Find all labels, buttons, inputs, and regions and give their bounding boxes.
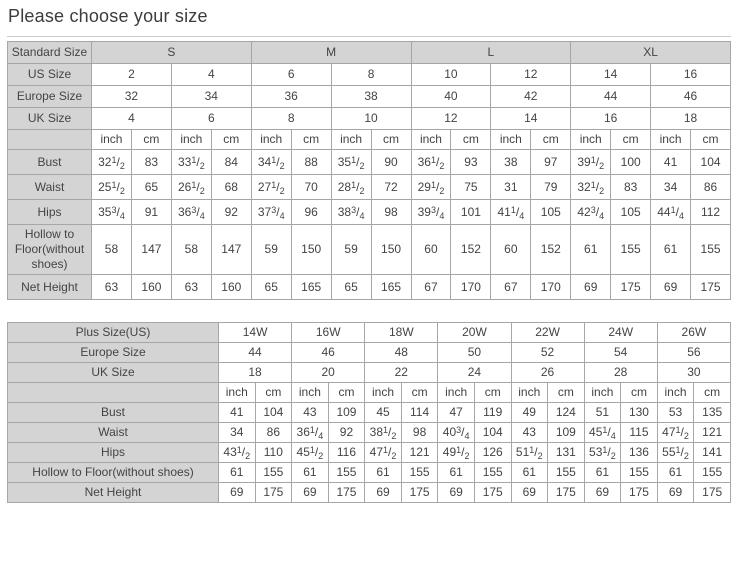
measure-cell: $26^1/_2$	[171, 175, 211, 200]
unit-cell: inch	[571, 130, 611, 150]
measure-cell: 116	[328, 443, 365, 463]
row-label: Net Height	[8, 483, 219, 503]
measure-cell: $29^1/_2$	[411, 175, 451, 200]
size-cell: 54	[584, 343, 657, 363]
size-cell: 34	[171, 86, 251, 108]
table-row	[8, 225, 731, 275]
measure-cell: 165	[371, 275, 411, 300]
measure-cell: 61	[571, 225, 611, 275]
measure-cell: 104	[255, 403, 292, 423]
unit-cell: inch	[365, 383, 402, 403]
measure-cell: 69	[438, 483, 475, 503]
measure-cell: 98	[371, 200, 411, 225]
measure-cell: $43^1/_2$	[219, 443, 256, 463]
measure-cell: 67	[411, 275, 451, 300]
measure-cell: 93	[451, 150, 491, 175]
measure-cell: 69	[657, 483, 694, 503]
size-cell: 14	[571, 64, 651, 86]
measure-cell: 141	[694, 443, 731, 463]
row-label: UK Size	[8, 363, 219, 383]
measure-cell: $49^1/_2$	[438, 443, 475, 463]
measure-cell: 53	[657, 403, 694, 423]
measure-cell: $35^3/_4$	[92, 200, 132, 225]
unit-cell: cm	[694, 383, 731, 403]
measure-cell: 175	[255, 483, 292, 503]
measure-cell: 58	[92, 225, 132, 275]
table-row	[8, 403, 731, 423]
measure-cell: 121	[694, 423, 731, 443]
unit-cell: inch	[651, 130, 691, 150]
table-row	[8, 130, 731, 150]
row-label: Plus Size(US)	[8, 323, 219, 343]
size-group-cell: 24W	[584, 323, 657, 343]
measure-cell: $45^1/_4$	[584, 423, 621, 443]
measure-cell: $47^1/_2$	[365, 443, 402, 463]
measure-cell: 63	[171, 275, 211, 300]
row-label: Hips	[8, 443, 219, 463]
measure-cell: $53^1/_2$	[584, 443, 621, 463]
measure-cell: 152	[531, 225, 571, 275]
measure-cell: $40^3/_4$	[438, 423, 475, 443]
size-cell: 48	[365, 343, 438, 363]
unit-cell: inch	[92, 130, 132, 150]
size-cell: 8	[331, 64, 411, 86]
measure-cell: 119	[474, 403, 511, 423]
measure-cell: 175	[328, 483, 365, 503]
row-label: Europe Size	[8, 343, 219, 363]
measure-cell: $32^1/_2$	[571, 175, 611, 200]
measure-cell: 61	[438, 463, 475, 483]
measure-cell: 34	[219, 423, 256, 443]
row-label: Hips	[8, 200, 92, 225]
measure-cell: 160	[211, 275, 251, 300]
measure-cell: 155	[611, 225, 651, 275]
unit-cell: cm	[328, 383, 365, 403]
size-cell: 22	[365, 363, 438, 383]
measure-cell: $38^1/_2$	[365, 423, 402, 443]
measure-cell: 175	[611, 275, 651, 300]
unit-cell: inch	[292, 383, 329, 403]
measure-cell: 109	[328, 403, 365, 423]
measure-cell: 69	[571, 275, 611, 300]
measure-cell: $55^1/_2$	[657, 443, 694, 463]
measure-cell: $36^3/_4$	[171, 200, 211, 225]
measure-cell: 105	[531, 200, 571, 225]
size-cell: 38	[331, 86, 411, 108]
measure-cell: 69	[511, 483, 548, 503]
measure-cell: 69	[219, 483, 256, 503]
measure-cell: 68	[211, 175, 251, 200]
table-row	[8, 323, 731, 343]
measure-cell: $35^1/_2$	[331, 150, 371, 175]
table-row	[8, 383, 731, 403]
measure-cell: $36^1/_4$	[292, 423, 329, 443]
measure-cell: 65	[131, 175, 171, 200]
measure-cell: 65	[251, 275, 291, 300]
measure-cell: 79	[531, 175, 571, 200]
measure-cell: 65	[331, 275, 371, 300]
measure-cell: 47	[438, 403, 475, 423]
measure-cell: 69	[651, 275, 691, 300]
size-cell: 14	[491, 108, 571, 130]
measure-cell: 136	[621, 443, 658, 463]
row-label: Waist	[8, 423, 219, 443]
measure-cell: 58	[171, 225, 211, 275]
size-group-cell: 22W	[511, 323, 584, 343]
measure-cell: 72	[371, 175, 411, 200]
size-cell: 6	[171, 108, 251, 130]
measure-cell: 114	[401, 403, 438, 423]
size-cell: 46	[651, 86, 731, 108]
unit-cell: inch	[491, 130, 531, 150]
measure-cell: 38	[491, 150, 531, 175]
measure-cell: 45	[365, 403, 402, 423]
size-cell: 28	[584, 363, 657, 383]
measure-cell: 41	[651, 150, 691, 175]
measure-cell: 175	[694, 483, 731, 503]
measure-cell: $44^1/_4$	[651, 200, 691, 225]
measure-cell: 175	[548, 483, 585, 503]
page-title: Please choose your size	[8, 6, 208, 26]
measure-cell: 86	[255, 423, 292, 443]
measure-cell: $33^1/_2$	[171, 150, 211, 175]
unit-cell: inch	[438, 383, 475, 403]
measure-cell: 101	[451, 200, 491, 225]
measure-cell: 98	[401, 423, 438, 443]
table-row	[8, 64, 731, 86]
size-cell: 10	[331, 108, 411, 130]
size-cell: 44	[219, 343, 292, 363]
measure-cell: $39^3/_4$	[411, 200, 451, 225]
measure-cell: 70	[291, 175, 331, 200]
size-group-cell: 14W	[219, 323, 292, 343]
measure-cell: $28^1/_2$	[331, 175, 371, 200]
table-row	[8, 463, 731, 483]
measure-cell: 130	[621, 403, 658, 423]
table-row	[8, 175, 731, 200]
measure-cell: $32^1/_2$	[92, 150, 132, 175]
table-row	[8, 343, 731, 363]
unit-cell: cm	[531, 130, 571, 150]
table-row	[8, 86, 731, 108]
measure-cell: 105	[611, 200, 651, 225]
measure-cell: 131	[548, 443, 585, 463]
unit-cell: inch	[219, 383, 256, 403]
measure-cell: 61	[584, 463, 621, 483]
measure-cell: $34^1/_2$	[251, 150, 291, 175]
measure-cell: 165	[291, 275, 331, 300]
measure-cell: 96	[291, 200, 331, 225]
measure-cell: 61	[219, 463, 256, 483]
table-row	[8, 443, 731, 463]
measure-cell: 175	[474, 483, 511, 503]
measure-cell: 34	[651, 175, 691, 200]
measure-cell: 155	[328, 463, 365, 483]
size-group-cell: 26W	[657, 323, 730, 343]
measure-cell: 61	[365, 463, 402, 483]
measure-cell: 175	[621, 483, 658, 503]
measure-cell: 155	[255, 463, 292, 483]
row-label	[8, 383, 219, 403]
measure-cell: $42^3/_4$	[571, 200, 611, 225]
size-cell: 16	[571, 108, 651, 130]
unit-cell: inch	[584, 383, 621, 403]
measure-cell: 152	[451, 225, 491, 275]
table-row	[8, 483, 731, 503]
measure-cell: 91	[131, 200, 171, 225]
size-cell: 18	[219, 363, 292, 383]
unit-cell: cm	[451, 130, 491, 150]
unit-cell: cm	[371, 130, 411, 150]
row-label	[8, 130, 92, 150]
measure-cell: 69	[584, 483, 621, 503]
size-cell: 56	[657, 343, 730, 363]
measure-cell: 83	[131, 150, 171, 175]
row-label: UK Size	[8, 108, 92, 130]
measure-cell: $45^1/_2$	[292, 443, 329, 463]
unit-cell: inch	[511, 383, 548, 403]
measure-cell: 170	[451, 275, 491, 300]
row-label: Hollow to Floor(without shoes)	[8, 463, 219, 483]
unit-cell: cm	[474, 383, 511, 403]
unit-cell: inch	[411, 130, 451, 150]
unit-cell: cm	[211, 130, 251, 150]
size-cell: 32	[92, 86, 172, 108]
row-label: Hollow to Floor(without shoes)	[8, 225, 92, 275]
unit-cell: inch	[171, 130, 211, 150]
measure-cell: 60	[411, 225, 451, 275]
table-row	[8, 275, 731, 300]
measure-cell: 135	[694, 403, 731, 423]
size-group-cell: XL	[571, 42, 731, 64]
measure-cell: 147	[131, 225, 171, 275]
table-row	[8, 363, 731, 383]
measure-cell: 75	[451, 175, 491, 200]
size-cell: 52	[511, 343, 584, 363]
measure-cell: 150	[291, 225, 331, 275]
table-row	[8, 423, 731, 443]
measure-cell: 155	[548, 463, 585, 483]
measure-cell: $36^1/_2$	[411, 150, 451, 175]
measure-cell: 175	[691, 275, 731, 300]
size-cell: 24	[438, 363, 511, 383]
measure-cell: 112	[691, 200, 731, 225]
size-group-cell: S	[92, 42, 252, 64]
row-label: US Size	[8, 64, 92, 86]
title-divider	[7, 36, 731, 37]
measure-cell: 90	[371, 150, 411, 175]
size-group-cell: L	[411, 42, 571, 64]
measure-cell: 67	[491, 275, 531, 300]
measure-cell: 126	[474, 443, 511, 463]
measure-cell: 155	[691, 225, 731, 275]
size-cell: 4	[171, 64, 251, 86]
measure-cell: 31	[491, 175, 531, 200]
unit-cell: inch	[251, 130, 291, 150]
measure-cell: 61	[292, 463, 329, 483]
row-label: Net Height	[8, 275, 92, 300]
size-group-cell: 20W	[438, 323, 511, 343]
row-label: Waist	[8, 175, 92, 200]
unit-cell: inch	[331, 130, 371, 150]
size-cell: 4	[92, 108, 172, 130]
measure-cell: 43	[511, 423, 548, 443]
row-label: Standard Size	[8, 42, 92, 64]
size-cell: 40	[411, 86, 491, 108]
measure-cell: 97	[531, 150, 571, 175]
measure-cell: 147	[211, 225, 251, 275]
measure-cell: 69	[365, 483, 402, 503]
measure-cell: 59	[251, 225, 291, 275]
measure-cell: 60	[491, 225, 531, 275]
size-cell: 42	[491, 86, 571, 108]
row-label: Europe Size	[8, 86, 92, 108]
measure-cell: 124	[548, 403, 585, 423]
size-cell: 50	[438, 343, 511, 363]
measure-cell: 170	[531, 275, 571, 300]
measure-cell: 92	[328, 423, 365, 443]
size-group-cell: 18W	[365, 323, 438, 343]
size-cell: 26	[511, 363, 584, 383]
standard-size-table	[7, 41, 731, 300]
unit-cell: cm	[291, 130, 331, 150]
measure-cell: $38^3/_4$	[331, 200, 371, 225]
measure-cell: 155	[694, 463, 731, 483]
measure-cell: 110	[255, 443, 292, 463]
size-cell: 12	[491, 64, 571, 86]
unit-cell: cm	[131, 130, 171, 150]
measure-cell: $37^3/_4$	[251, 200, 291, 225]
unit-cell: cm	[548, 383, 585, 403]
size-cell: 44	[571, 86, 651, 108]
measure-cell: $51^1/_2$	[511, 443, 548, 463]
size-cell: 16	[651, 64, 731, 86]
table-row	[8, 42, 731, 64]
size-group-cell: M	[251, 42, 411, 64]
plus-size-table	[7, 322, 731, 503]
unit-cell: inch	[657, 383, 694, 403]
measure-cell: 61	[657, 463, 694, 483]
unit-cell: cm	[621, 383, 658, 403]
measure-cell: 104	[474, 423, 511, 443]
measure-cell: 51	[584, 403, 621, 423]
measure-cell: 59	[331, 225, 371, 275]
measure-cell: 160	[131, 275, 171, 300]
measure-cell: 61	[511, 463, 548, 483]
measure-cell: $47^1/_2$	[657, 423, 694, 443]
measure-cell: 43	[292, 403, 329, 423]
size-cell: 18	[651, 108, 731, 130]
measure-cell: 104	[691, 150, 731, 175]
measure-cell: 155	[474, 463, 511, 483]
measure-cell: 175	[401, 483, 438, 503]
size-cell: 46	[292, 343, 365, 363]
measure-cell: $27^1/_2$	[251, 175, 291, 200]
size-group-cell: 16W	[292, 323, 365, 343]
measure-cell: $39^1/_2$	[571, 150, 611, 175]
size-cell: 12	[411, 108, 491, 130]
measure-cell: 69	[292, 483, 329, 503]
measure-cell: 84	[211, 150, 251, 175]
measure-cell: 109	[548, 423, 585, 443]
unit-cell: cm	[691, 130, 731, 150]
table-row	[8, 108, 731, 130]
measure-cell: 88	[291, 150, 331, 175]
size-cell: 30	[657, 363, 730, 383]
measure-cell: 155	[621, 463, 658, 483]
measure-cell: 121	[401, 443, 438, 463]
measure-cell: 150	[371, 225, 411, 275]
measure-cell: 155	[401, 463, 438, 483]
table-row	[8, 200, 731, 225]
size-cell: 10	[411, 64, 491, 86]
measure-cell: 92	[211, 200, 251, 225]
size-cell: 8	[251, 108, 331, 130]
unit-cell: cm	[401, 383, 438, 403]
row-label: Bust	[8, 150, 92, 175]
measure-cell: 49	[511, 403, 548, 423]
measure-cell: 100	[611, 150, 651, 175]
size-cell: 36	[251, 86, 331, 108]
measure-cell: $25^1/_2$	[92, 175, 132, 200]
row-label: Bust	[8, 403, 219, 423]
measure-cell: 61	[651, 225, 691, 275]
measure-cell: 41	[219, 403, 256, 423]
measure-cell: 115	[621, 423, 658, 443]
table-row	[8, 150, 731, 175]
size-cell: 6	[251, 64, 331, 86]
unit-cell: cm	[255, 383, 292, 403]
size-cell: 2	[92, 64, 172, 86]
measure-cell: 83	[611, 175, 651, 200]
measure-cell: $41^1/_4$	[491, 200, 531, 225]
measure-cell: 63	[92, 275, 132, 300]
measure-cell: 86	[691, 175, 731, 200]
size-cell: 20	[292, 363, 365, 383]
unit-cell: cm	[611, 130, 651, 150]
